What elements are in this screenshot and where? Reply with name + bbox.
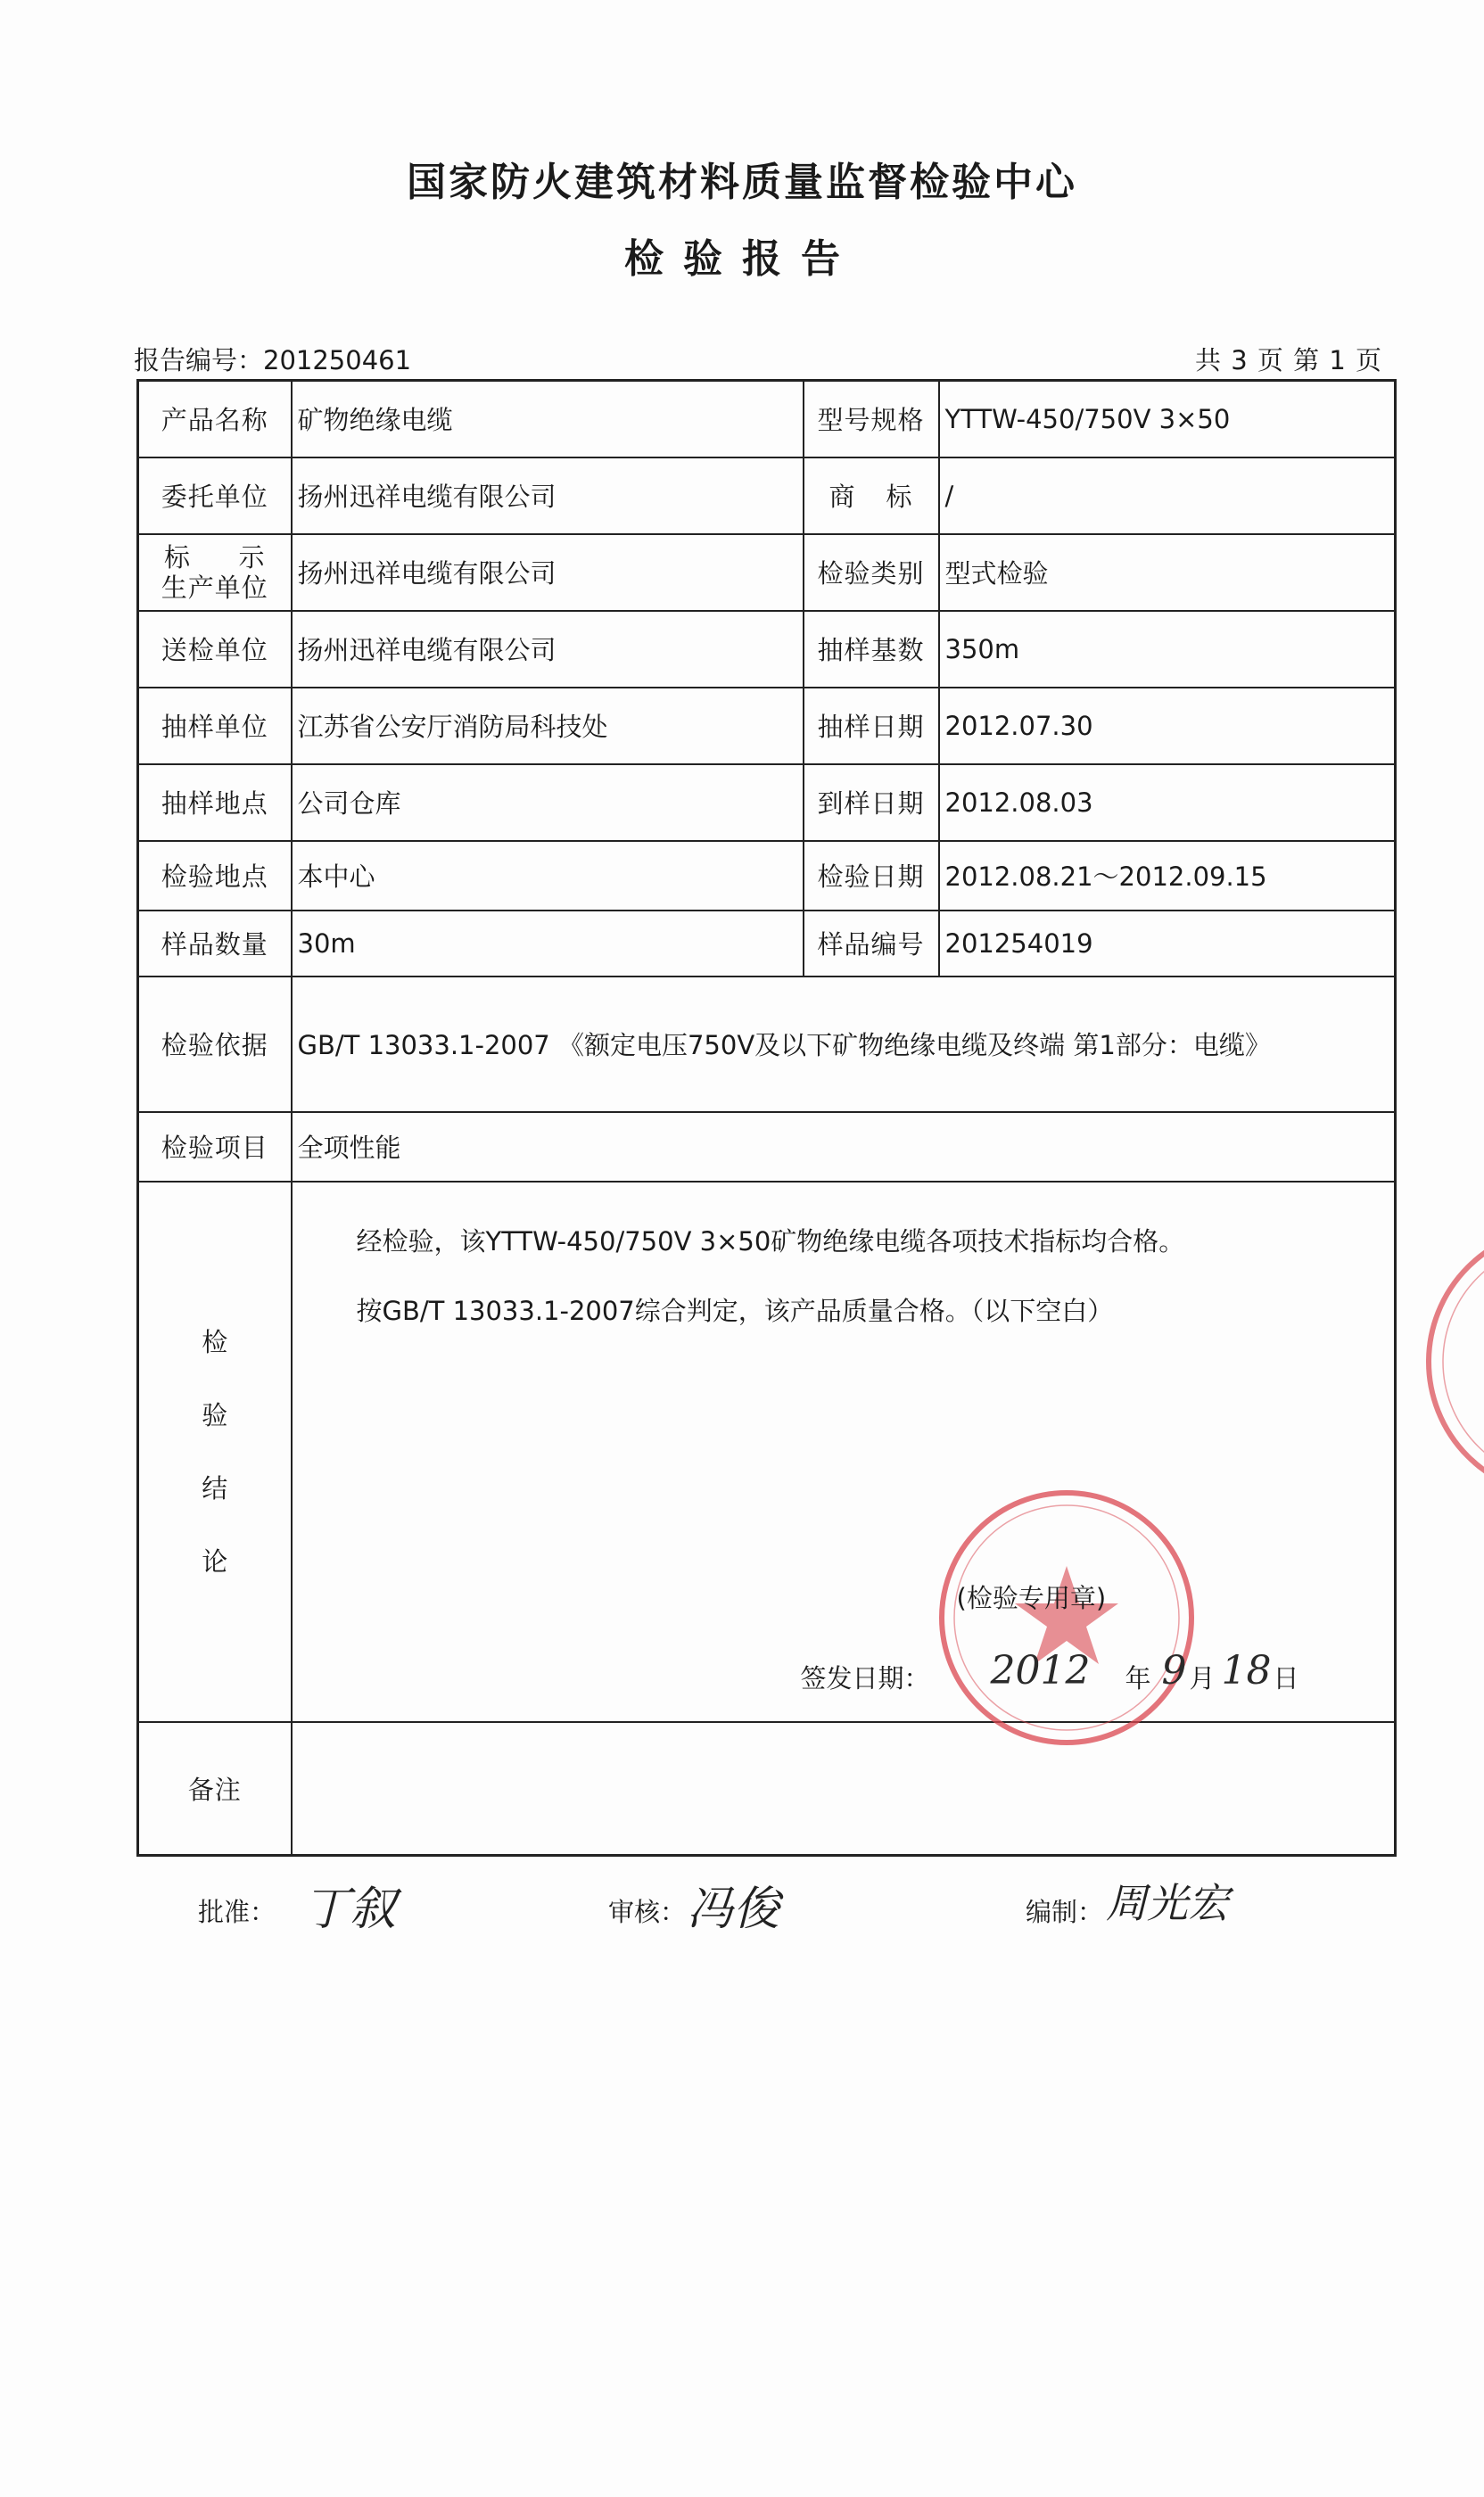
seal-label: (检验专用章) bbox=[956, 1582, 1107, 1613]
manufacturer-label-char-1: 标 bbox=[164, 541, 192, 573]
table-row bbox=[138, 1722, 1396, 1856]
sampling-date-label: 抽样日期 bbox=[804, 688, 939, 764]
inspection-type-value: 型式检验 bbox=[939, 534, 1396, 611]
table-row bbox=[138, 688, 1396, 764]
report-table bbox=[136, 379, 1397, 1857]
remarks-value bbox=[292, 1722, 1396, 1856]
issue-month: 9 bbox=[1161, 1647, 1187, 1694]
remarks-label: 备注 bbox=[138, 1722, 292, 1856]
quantity-label: 样品数量 bbox=[138, 911, 292, 977]
prepare-label: 编制： bbox=[1026, 1897, 1104, 1927]
product-name-value: 矿物绝缘电缆 bbox=[292, 381, 804, 457]
submitter-label: 送检单位 bbox=[138, 611, 292, 688]
conclusion-label-char: 验 bbox=[202, 1399, 228, 1430]
report-number: 报告编号：201250461 bbox=[134, 345, 412, 375]
product-name-label: 产品名称 bbox=[138, 381, 292, 457]
sampling-date-value: 2012.07.30 bbox=[939, 688, 1396, 764]
conclusion-label-char: 检 bbox=[202, 1326, 228, 1357]
quantity-value: 30m bbox=[292, 911, 804, 977]
page-count: 共 3 页 第 1 页 bbox=[1195, 345, 1382, 375]
review-signature: 冯俊 bbox=[687, 1883, 780, 1936]
table-row bbox=[138, 381, 1396, 457]
sampler-value: 江苏省公安厅消防局科技处 bbox=[292, 688, 804, 764]
table-row bbox=[138, 457, 1396, 534]
arrival-date-label: 到样日期 bbox=[804, 764, 939, 841]
edge-seal-stamp bbox=[1411, 1224, 1484, 1500]
sample-base-value: 350m bbox=[939, 611, 1396, 688]
table-row bbox=[138, 611, 1396, 688]
year-unit: 年 bbox=[1125, 1662, 1151, 1694]
center-title: 国家防火建筑材料质量监督检验中心 bbox=[407, 160, 1077, 205]
sample-base-label: 抽样基数 bbox=[804, 611, 939, 688]
trademark-label-char-2: 标 bbox=[886, 482, 913, 512]
table-row bbox=[138, 1112, 1396, 1182]
submitter-value: 扬州迅祥电缆有限公司 bbox=[292, 611, 804, 688]
manufacturer-value: 扬州迅祥电缆有限公司 bbox=[292, 534, 804, 611]
inspection-type-label: 检验类别 bbox=[804, 534, 939, 611]
sample-no-value: 201254019 bbox=[939, 911, 1396, 977]
issue-day: 18 bbox=[1221, 1647, 1272, 1694]
conclusion-line-1: 经检验，该YTTW-450/750V 3×50矿物绝缘电缆各项技术指标均合格。 bbox=[356, 1225, 1185, 1257]
approve-signature: 丁叙 bbox=[303, 1883, 397, 1936]
manufacturer-label bbox=[138, 534, 292, 611]
client-label: 委托单位 bbox=[138, 457, 292, 534]
review-label: 审核： bbox=[608, 1897, 687, 1927]
inspection-seal-stamp bbox=[933, 1484, 1200, 1751]
sampling-place-label: 抽样地点 bbox=[138, 764, 292, 841]
test-place-label: 检验地点 bbox=[138, 841, 292, 911]
arrival-date-value: 2012.08.03 bbox=[939, 764, 1396, 841]
issue-date-label: 签发日期： bbox=[800, 1662, 930, 1694]
manufacturer-label-line-2: 生产单位 bbox=[161, 572, 268, 603]
conclusion-line-2: 按GB/T 13033.1-2007综合判定，该产品质量合格。（以下空白） bbox=[356, 1295, 1114, 1326]
trademark-label-char-1: 商 bbox=[829, 482, 856, 512]
test-place-value: 本中心 bbox=[292, 841, 804, 911]
table-row bbox=[138, 977, 1396, 1112]
basis-label: 检验依据 bbox=[138, 977, 292, 1112]
model-label: 型号规格 bbox=[804, 381, 939, 457]
sampler-label: 抽样单位 bbox=[138, 688, 292, 764]
prepare-signature: 周光宏 bbox=[1106, 1879, 1229, 1927]
conclusion-label-char: 论 bbox=[202, 1545, 228, 1577]
conclusion-label-char: 结 bbox=[202, 1472, 228, 1504]
test-date-label: 检验日期 bbox=[804, 841, 939, 911]
trademark-value: / bbox=[939, 457, 1396, 534]
table-row bbox=[138, 764, 1396, 841]
conclusion-cell bbox=[292, 1182, 1396, 1722]
basis-value: GB/T 13033.1-2007 《额定电压750V及以下矿物绝缘电缆及终端 第1部分：电缆》 bbox=[292, 977, 1396, 1112]
approve-label: 批准： bbox=[198, 1897, 276, 1927]
report-title: 检验报告 bbox=[624, 236, 860, 282]
trademark-label bbox=[804, 457, 939, 534]
sampling-place-value: 公司仓库 bbox=[292, 764, 804, 841]
month-unit: 月 bbox=[1189, 1662, 1216, 1694]
items-value: 全项性能 bbox=[292, 1112, 1396, 1182]
table-row bbox=[138, 534, 1396, 611]
table-row bbox=[138, 911, 1396, 977]
conclusion-label bbox=[138, 1182, 292, 1722]
issue-year: 2012 bbox=[990, 1647, 1091, 1694]
sample-no-label: 样品编号 bbox=[804, 911, 939, 977]
test-date-value: 2012.08.21～2012.09.15 bbox=[939, 841, 1396, 911]
items-label: 检验项目 bbox=[138, 1112, 292, 1182]
client-value: 扬州迅祥电缆有限公司 bbox=[292, 457, 804, 534]
model-value: YTTW-450/750V 3×50 bbox=[939, 381, 1396, 457]
day-unit: 日 bbox=[1273, 1662, 1299, 1694]
conclusion-row bbox=[138, 1182, 1396, 1722]
manufacturer-label-char-2: 示 bbox=[238, 541, 266, 573]
table-row bbox=[138, 841, 1396, 911]
